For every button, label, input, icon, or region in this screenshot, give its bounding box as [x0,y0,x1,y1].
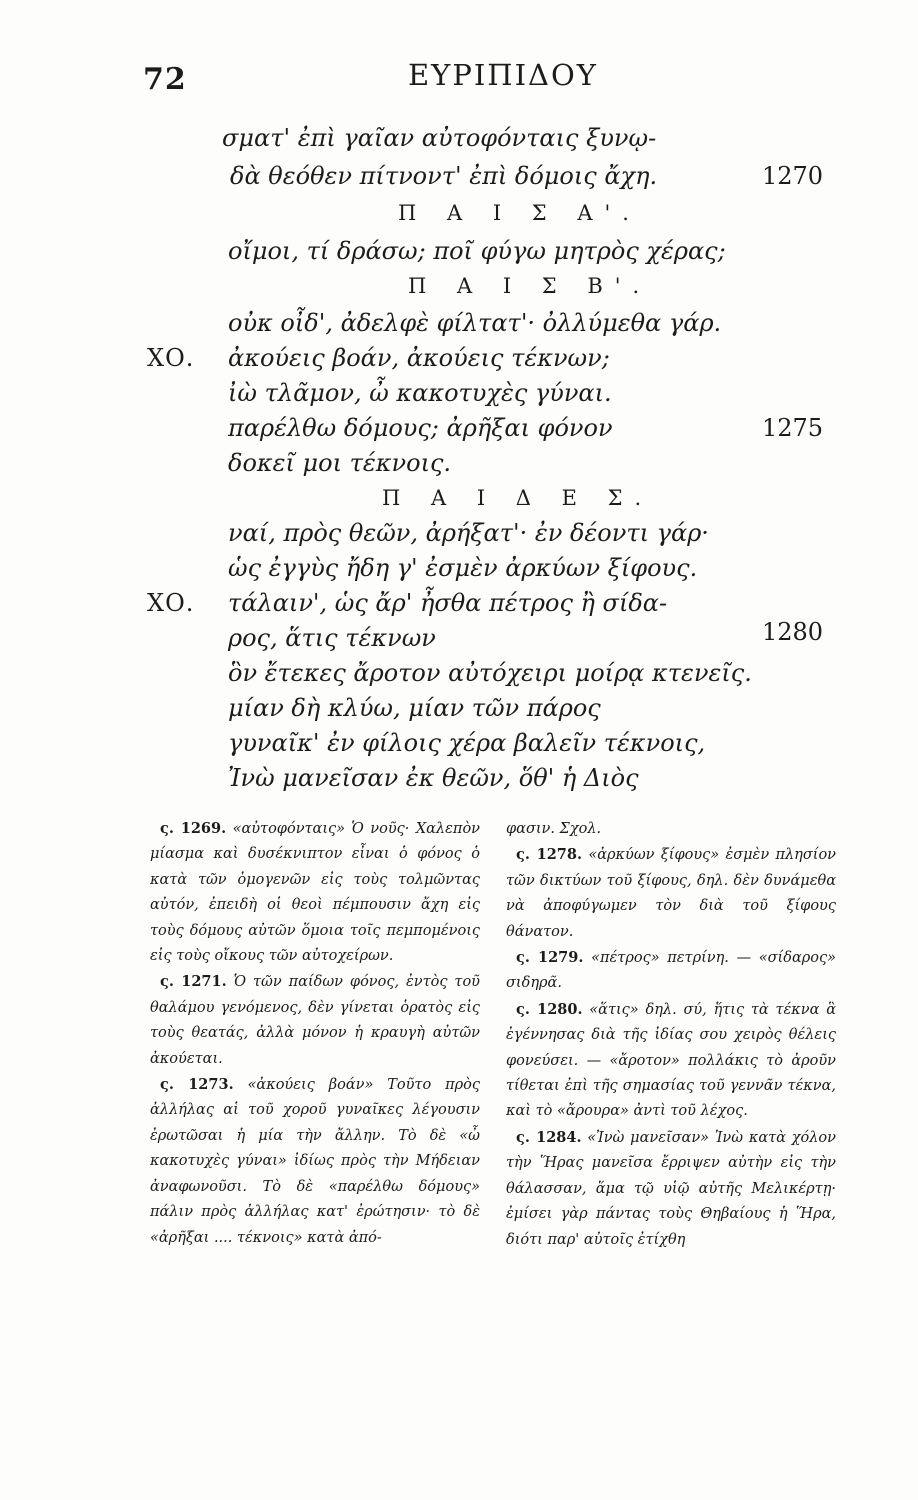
footnote [506,1125,836,1253]
footnote [150,816,480,969]
speaker-heading: Π Α Ι Σ Α'. [398,201,641,225]
running-head: ΕΥΡΙΠΙΔΟΥ [408,58,598,92]
speaker-heading: Π Α Ι Σ Β'. [408,274,652,298]
footnote-text: Ὁ τῶν παίδων φόνος, ἐντὸς τοῦ θαλάμου γενόμενος, δὲν γίνεται ὁρατὸς εἰς τοὺς θεατάς, ἀλλὰ μόνον ἡ κραυγὴ αὐτῶν ἀκούεται. [150,974,480,1067]
footnote-text: «ἀκούεις βοάν» Τοῦτο πρὸς ἀλλήλας αἱ τοῦ χοροῦ γυναῖκες λέγουσιν ἐρωτῶσαι ἡ μία τὴν ἄλλην. Τὸ δὲ «ὦ κακοτυχὲς γύναι» ἰδίως πρὸς τὴν Μήδειαν ἀναφωνοῦσι. Τὸ δὲ «παρέλθω δόμους» πάλιν πρὸς ἀλλήλας κατ' ἐρώτησιν· τὸ δὲ «ἀρῆξαι .... τέκνοις» κατὰ ἀπό- [150,1077,480,1246]
footnote-ref: ς. 1271. [160,973,227,991]
footnote-text: «πέτρος» πετρίνη. — «σίδαρος» σιδηρᾶ. [506,950,836,992]
speaker-label-chorus: ΧΟ. [147,344,195,372]
verse-line: γυναῖκ' ἐν φίλοις χέρα βαλεῖν τέκνοις, [228,729,706,757]
footnote [506,842,836,945]
footnote-text: «ἀρκύων ξίφους» ἐσμὲν πλησίον τῶν δικτύων τοῦ ξίφους, δηλ. δὲν δυνάμεθα νὰ ἀποφύγωμεν τὸν διὰ τοῦ ξίφους θάνατον. [506,847,836,940]
verse-line: ὡς ἐγγὺς ἤδη γ' ἐσμὲν ἀρκύων ξίφους. [228,554,698,582]
footnote [506,816,836,842]
footnotes-left-column [150,816,480,1251]
footnote-text: φασιν. Σχολ. [506,821,602,837]
speaker-label-chorus: ΧΟ. [147,589,195,617]
footnote-ref: ς. 1278. [516,846,583,864]
footnotes-right-column [506,816,836,1253]
footnote [150,969,480,1072]
verse-line: ὃν ἔτεκες ἄροτον αὐτόχειρι μοίρᾳ κτενεῖς. [228,659,752,687]
footnote-text: «ἅτις» δηλ. σύ, ἥτις τὰ τέκνα ἃ ἐγέννησας διὰ τῆς ἰδίας σου χειρὸς θέλεις φονεύσει. — «ἄροτον» πολλάκις τὸ ἀροῦν τίθεται ἐπὶ τῆς σημασίας τοῦ γεννᾶν τέκνα, καὶ τὸ «ἄρουρα» ἀντὶ τοῦ λέχος. [506,1001,836,1120]
verse-line: ἀκούεις βοάν, ἀκούεις τέκνων; [228,344,610,372]
verse-line: δὰ θεόθεν πίτνοντ' ἐπὶ δόμοις ἄχη. [230,162,658,190]
footnote [150,1072,480,1251]
verse-line: τάλαιν', ὡς ἄρ' ἦσθα πέτρος ἢ σίδα- [228,589,668,617]
verse-line: οὐκ οἶδ', ἀδελφὲ φίλτατ'· ὀλλύμεθα γάρ. [228,309,722,337]
footnote-ref: ς. 1284. [516,1128,582,1146]
footnote-ref: ς. 1279. [516,949,584,967]
line-number: 1275 [762,414,824,442]
line-number: 1270 [762,162,824,190]
verse-line: ρος, ἅτις τέκνων [228,624,436,652]
verse-line: οἴμοι, τί δράσω; ποῖ φύγω μητρὸς χέρας; [228,237,726,265]
line-number: 1280 [762,618,824,646]
verse-line: ἰὼ τλᾶμον, ὦ κακοτυχὲς γύναι. [228,379,612,407]
footnote-ref: ς. 1269. [160,820,227,837]
speaker-heading: Π Α Ι Δ Ε Σ. [382,486,654,510]
footnote [506,997,836,1125]
verse-line: παρέλθω δόμους; ἀρῆξαι φόνον [228,414,613,442]
verse-line: μίαν δὴ κλύω, μίαν τῶν πάρος [228,694,601,722]
footnote-ref: ς. 1280. [516,1000,583,1018]
footnote-text: «αὐτοφόνταις» Ὁ νοῦς· Χαλεπὸν μίασμα καὶ δυσέκνιπτον εἶναι ὁ φόνος ὁ κατὰ τῶν ὁμογενῶν εἰς τοὺς τολμῶντας αὐτόν, ἐπειδὴ οἱ θεοὶ πέμπουσιν ἄχη εἰς τοὺς δόμους αὐτῶν ὅμοια τοῖς πεμπομένοις εἰς τοὺς οἴκους τῶν αὐτοχείρων. [150,821,480,965]
page-number: 72 [143,62,187,97]
footnote [506,945,836,997]
verse-line: σματ' ἐπὶ γαῖαν αὐτοφόνταις ξυνῳ- [222,124,657,152]
footnote-ref: ς. 1273. [160,1076,234,1094]
verse-line: Ἰνὼ μανεῖσαν ἐκ θεῶν, ὅθ' ἡ Διὸς [228,764,639,792]
verse-line: ναί, πρὸς θεῶν, ἀρήξατ'· ἐν δέοντι γάρ· [228,519,709,547]
footnote-text: «Ἰνὼ μανεῖσαν» Ἰνὼ κατὰ χόλον τὴν Ἥρας μανεῖσα ἔρριψεν αὐτὴν εἰς τὴν θάλασσαν, ἅμα τῷ υἱῷ αὐτῆς Μελικέρτῃ· ἐμίσει γὰρ πάντας τοὺς Θηβαίους ἡ Ἥρα, διότι παρ' αὐτοῖς ἐτίχθη [506,1129,836,1248]
verse-line: δοκεῖ μοι τέκνοις. [228,449,452,477]
